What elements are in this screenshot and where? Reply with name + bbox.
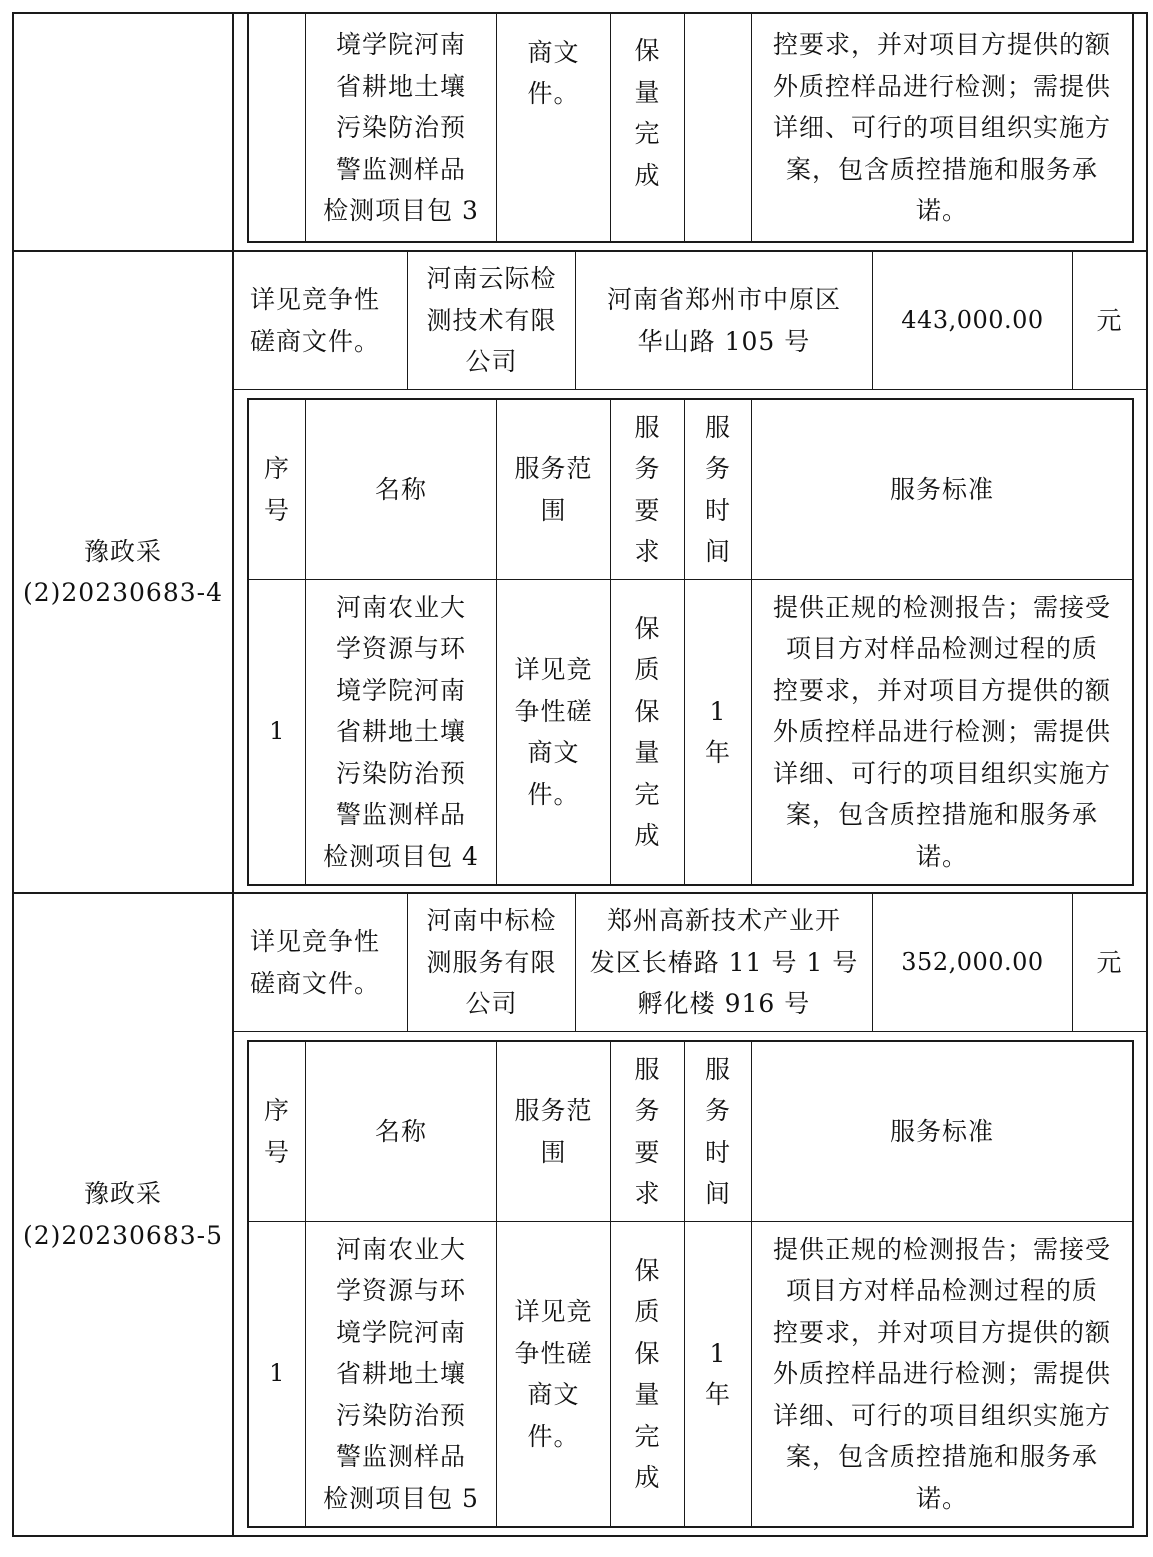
service-standard: 提供正规的检测报告；需接受 项目方对样品检测过程的质 控要求，并对项目方提供的额 外质控样品进行检测；需提供 详细、可行的项目组织实施方 案，包含质控措施和服务承 诺。	[772, 1234, 1111, 1513]
service-scope: 商文 件。	[527, 37, 580, 108]
item-name: 境学院河南 省耕地土壤 污染防治预 警监测样品 检测项目包 3	[323, 30, 479, 226]
item-name: 河南农业大 学资源与环 境学院河南 省耕地土壤 污染防治预 警监测样品 检测项目包 4	[323, 592, 479, 871]
package-code: 豫政采 (2)20230683-5	[22, 1179, 223, 1250]
service-standard: 控要求，并对项目方提供的额 外质控样品进行检测；需提供 详细、可行的项目组织实施方 案，包含质控措施和服务承 诺。	[772, 30, 1111, 226]
supplier-name: 河南中标检 测服务有限 公司	[426, 906, 557, 1019]
brand-model: 详见竞争性 磋商文件。	[250, 285, 381, 356]
header-time: 服 务 时 间	[704, 412, 731, 566]
supplier-name: 河南云际检 测技术有限 公司	[426, 264, 557, 377]
service-time	[685, 28, 751, 228]
header-scope: 服务范 围	[514, 1096, 593, 1167]
brand-model: 详见竞争性 磋商文件。	[250, 927, 381, 998]
service-requirement: 保 量 完 成	[634, 36, 661, 190]
row-seq: 1	[269, 717, 285, 746]
header-requirement: 服 务 要 求	[634, 1054, 661, 1208]
supplier-address: 河南省郑州市中原区 华山路 105 号	[606, 285, 841, 356]
service-scope: 详见竞 争性磋 商文 件。	[514, 1297, 593, 1451]
row-seq: 1	[269, 1359, 285, 1388]
service-standard: 提供正规的检测报告；需接受 项目方对样品检测过程的质 控要求，并对项目方提供的额 外质控样品进行检测；需提供 详细、可行的项目组织实施方 案，包含质控措施和服务承 诺。	[772, 592, 1111, 871]
item-name: 河南农业大 学资源与环 境学院河南 省耕地土壤 污染防治预 警监测样品 检测项目包 5	[323, 1234, 479, 1513]
header-requirement: 服 务 要 求	[634, 412, 661, 566]
header-name: 名称	[374, 1116, 427, 1146]
package-code: 豫政采 (2)20230683-4	[22, 536, 223, 607]
header-scope: 服务范 围	[514, 454, 593, 525]
contract-amount: 352,000.00	[901, 947, 1044, 976]
header-standard: 服务标准	[889, 1116, 994, 1146]
service-time: 1 年	[704, 696, 731, 767]
service-time: 1 年	[704, 1338, 731, 1409]
service-requirement: 保 质 保 量 完 成	[634, 1255, 661, 1492]
header-name: 名称	[374, 474, 427, 504]
service-scope: 详见竞 争性磋 商文 件。	[514, 655, 593, 809]
contract-amount: 443,000.00	[901, 305, 1044, 334]
service-requirement: 保 质 保 量 完 成	[634, 613, 661, 850]
amount-unit: 元	[1096, 305, 1123, 335]
header-seq: 序 号	[263, 454, 290, 525]
header-standard: 服务标准	[889, 474, 994, 504]
header-seq: 序 号	[263, 1096, 290, 1167]
amount-unit: 元	[1096, 947, 1123, 977]
header-time: 服 务 时 间	[704, 1054, 731, 1208]
supplier-address: 郑州高新技术产业开 发区长椿路 11 号 1 号 孵化楼 916 号	[589, 906, 859, 1019]
